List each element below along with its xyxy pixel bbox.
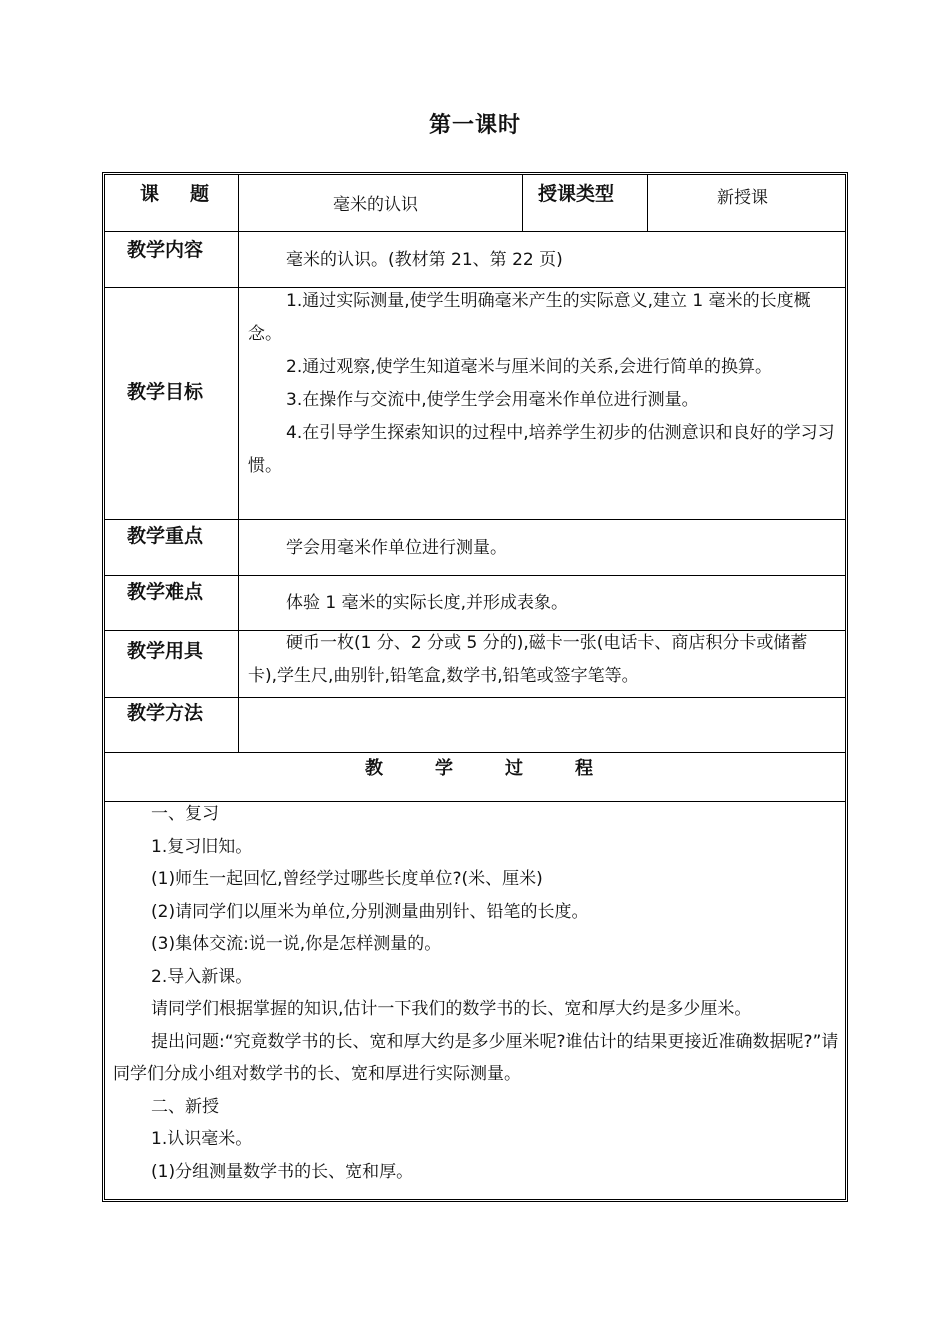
difficulty-label: 教学难点 — [127, 581, 204, 603]
key-point-label: 教学重点 — [127, 525, 204, 547]
row-divider — [105, 752, 845, 753]
content-label: 教学内容 — [127, 239, 204, 261]
tools-label: 教学用具 — [127, 640, 204, 662]
objectives-list — [248, 285, 836, 483]
process-body — [113, 798, 839, 1188]
row-divider — [105, 575, 845, 576]
topic-value: 毫米的认识 — [333, 195, 418, 215]
column-divider — [238, 175, 239, 752]
process-line: 1.复习旧知。 — [151, 836, 253, 857]
page-title: 第一课时 — [428, 113, 521, 138]
objectives-label: 教学目标 — [127, 381, 204, 403]
process-line: 请同学们根据掌握的知识,估计一下我们的数学书的长、宽和厚大约是多少厘米。 — [151, 999, 752, 1019]
process-line: (3)集体交流:说一说,你是怎样测量的。 — [151, 934, 442, 954]
method-label: 教学方法 — [127, 702, 204, 724]
process-line: 二、新授 — [151, 1096, 219, 1117]
process-line: (2)请同学们以厘米为单位,分别测量曲别针、铅笔的长度。 — [151, 901, 589, 922]
objective-item: 1.通过实际测量,使学生明确毫米产生的实际意义,建立 1 毫米的长度概念。 — [248, 291, 811, 344]
objective-item: 4.在引导学生探索知识的过程中,培养学生初步的估测意识和良好的学习习惯。 — [248, 423, 835, 476]
column-divider — [647, 175, 648, 231]
process-line: (1)分组测量数学书的长、宽和厚。 — [151, 1161, 414, 1182]
process-line: 1.认识毫米。 — [151, 1129, 253, 1149]
column-divider — [522, 175, 523, 231]
lesson-type-label: 授课类型 — [538, 183, 615, 205]
process-heading: 教学过程 — [365, 758, 645, 779]
tools-value: 硬币一枚(1 分、2 分或 5 分的),磁卡一张(电话卡、商店积分卡或储蓄卡),学生尺,曲别针,铅笔盒,数学书,铅笔或签字笔等。 — [248, 633, 808, 686]
row-divider — [105, 231, 845, 232]
key-point-value: 学会用毫米作单位进行测量。 — [286, 538, 507, 558]
process-line: 提出问题:“究竟数学书的长、宽和厚大约是多少厘米呢?谁估计的结果更接近准确数据呢?”请同学们分成小组对数学书的长、宽和厚进行实际测量。 — [113, 1031, 839, 1084]
row-divider — [105, 519, 845, 520]
topic-label: 课 题 — [140, 183, 216, 205]
content-value: 毫米的认识。(教材第 21、第 22 页) — [286, 250, 563, 270]
process-line: (1)师生一起回忆,曾经学过哪些长度单位?(米、厘米) — [151, 869, 543, 889]
lesson-type-value: 新授课 — [717, 188, 768, 208]
row-divider — [105, 697, 845, 698]
objective-item: 2.通过观察,使学生知道毫米与厘米间的关系,会进行简单的换算。 — [286, 357, 773, 377]
difficulty-value: 体验 1 毫米的实际长度,并形成表象。 — [286, 593, 569, 613]
process-line: 一、复习 — [151, 804, 219, 824]
process-line: 2.导入新课。 — [151, 966, 253, 987]
objective-item: 3.在操作与交流中,使学生学会用毫米作单位进行测量。 — [286, 390, 699, 410]
